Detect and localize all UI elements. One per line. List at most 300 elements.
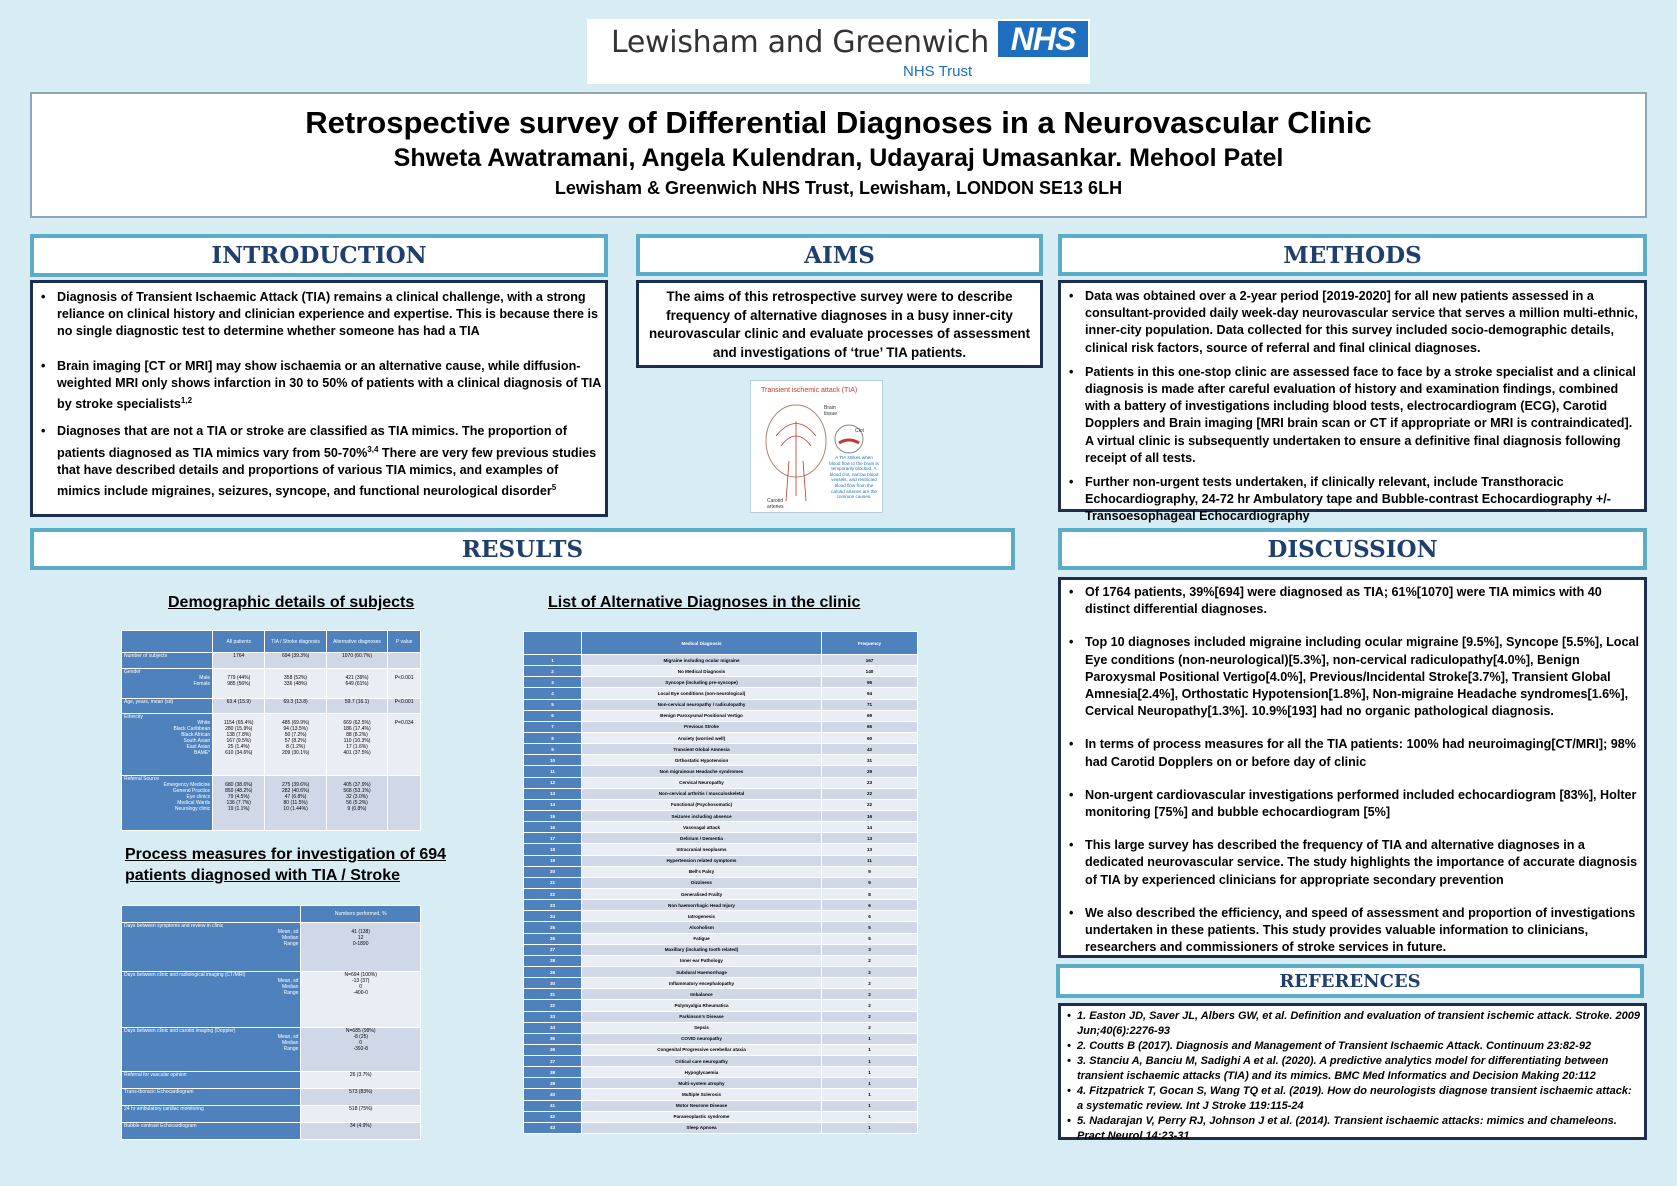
group-label: Gender: [124, 669, 141, 675]
sub-label: Female: [193, 681, 211, 687]
table-row: [524, 810, 918, 821]
table-row: [524, 966, 918, 977]
table-row: [524, 1122, 918, 1133]
table-row: [524, 1022, 918, 1033]
row-number: 5: [524, 699, 582, 710]
diagnosis-name: Congenital Progressive cerebellar ataxia: [582, 1044, 822, 1055]
frequency-value: 23: [822, 777, 918, 788]
cell: 358 (52%) 336 (48%): [265, 669, 326, 699]
diagnosis-name: Intracranial neoplasms: [582, 844, 822, 855]
row-label: Bubble contrast Echocardiogram: [122, 1123, 301, 1140]
cell: P<0.001: [388, 669, 421, 699]
row-number: 17: [524, 833, 582, 844]
frequency-value: 22: [822, 799, 918, 810]
row-number: 26: [524, 933, 582, 944]
diagnosis-name: Maxillary (including tooth related): [582, 944, 822, 955]
discussion-bullet: • In terms of process measures for all the TIA patients: 100% had neuroimaging[CT/MRI]; 98% had Carotid Dopplers on or before day of clinic: [1065, 736, 1640, 770]
diagnosis-name: Syncope (including pre-syncope): [582, 677, 822, 688]
figure-title: Transient ischemic attack (TIA): [761, 387, 858, 394]
table-row: [524, 755, 918, 766]
table-row: [122, 699, 421, 714]
row-number: 16: [524, 822, 582, 833]
table-row: [524, 844, 918, 855]
methods-list: [1065, 288, 1640, 526]
row-number: 32: [524, 1000, 582, 1011]
demographics-table: [121, 630, 421, 831]
frequency-value: 1: [822, 1033, 918, 1044]
diagnosis-name: Local Eye conditions (non-neurological): [582, 688, 822, 699]
results-heading: [30, 528, 1015, 570]
row-number: 9: [524, 744, 582, 755]
table-row: [524, 1000, 918, 1011]
frequency-value: 42: [822, 744, 918, 755]
diagnosis-name: Hypoglycaemia: [582, 1067, 822, 1078]
introduction-bullet: [37, 289, 601, 341]
column-header: [524, 632, 582, 655]
logo-trust-label: NHS Trust: [903, 63, 973, 80]
table-row: [524, 1111, 918, 1122]
poster-title: Retrospective survey of Differential Diagnoses in a Neurovascular Clinic: [305, 105, 1372, 140]
row-label: Number of subjects: [122, 653, 213, 669]
table-row: [122, 1089, 421, 1106]
frequency-value: 16: [822, 810, 918, 821]
diagnosis-name: Bell's Palsy: [582, 866, 822, 877]
row-number: 35: [524, 1033, 582, 1044]
bullet-text: Brain imaging [CT or MRI] may show ischaemia or an alternative cause, while diffusion-weighted MRI only shows infarction in 30 to 50% of patients with a clinical diagnosis of TIA by stroke specialists: [57, 358, 601, 412]
cell: 26 (3.7%): [301, 1072, 421, 1089]
row-number: 20: [524, 866, 582, 877]
frequency-value: 13: [822, 844, 918, 855]
frequency-value: 6: [822, 900, 918, 911]
demographics-title: Demographic details of subjects: [168, 594, 415, 611]
diagnosis-name: Non-cervical arthritis / musculoskeletal: [582, 788, 822, 799]
table-row: [122, 923, 421, 972]
poster-authors: Shweta Awatramani, Angela Kulendran, Udayaraj Umasankar. Mehool Patel: [393, 144, 1284, 172]
row-label: Referral Source Emergency Medicine General Practice Eye clinics Medical Wards Neurology clinic: [122, 776, 213, 831]
table-row: [524, 1011, 918, 1022]
citation-superscript: 1,2: [180, 396, 193, 406]
row-number: 14: [524, 799, 582, 810]
row-number: 18: [524, 844, 582, 855]
diagnosis-name: Sepsis: [582, 1022, 822, 1033]
diagnosis-name: Subdural Haemorrhage: [582, 966, 822, 977]
column-header: Medical Diagnosis: [582, 632, 822, 655]
table-row: [524, 933, 918, 944]
row-number: 13: [524, 788, 582, 799]
table-row: [524, 710, 918, 721]
discussion-bullet: • We also described the efficiency, and speed of assessment and proportion of investigations undertaken in these patients. This study provides valuable information to clinicians, researchers and commissioners of stroke services in future.: [1065, 905, 1640, 957]
brain-tissue-label: Brain tissue: [824, 405, 838, 417]
row-number: 43: [524, 1122, 582, 1133]
process-title-line: patients diagnosed with TIA / Stroke: [125, 867, 400, 884]
row-number: 28: [524, 955, 582, 966]
table-row: [524, 1067, 918, 1078]
introduction-bullet: [37, 358, 601, 414]
cell: [388, 776, 421, 831]
table-row: [524, 766, 918, 777]
frequency-value: 22: [822, 788, 918, 799]
row-label: Age, years, mean (sd): [122, 699, 213, 714]
table-row: [524, 955, 918, 966]
frequency-value: 2: [822, 989, 918, 1000]
diagnosis-name: Migraine including ocular migraine: [582, 655, 822, 666]
row-number: 37: [524, 1056, 582, 1067]
reference-item: • 2. Coutts B (2017). Diagnosis and Management of Transient Ischaemic Attack. Continuum 23:82-92: [1063, 1039, 1640, 1054]
frequency-value: 94: [822, 688, 918, 699]
discussion-bullet: • Top 10 diagnoses included migraine including ocular migraine [9.5%], Syncope [5.5%], Local Eye conditions (non-neurological)[5.3%], non-cervical radiculopathy[4.0%], Benign Paroxysmal Positional Vertigo[4.0%], Previous/Incidental Stroke[3.7%], Transient Global Amnesia[2.4%], Orthostatic Hypotension[1.8%], Non-migraine Headache syndromes[1.6%], Cervical Neuropathy[1.3%]. 10.9%[193] had no organic pathological diagnosis.: [1065, 634, 1640, 720]
frequency-value: 31: [822, 755, 918, 766]
process-table: [121, 905, 421, 1140]
table-row: [524, 1100, 918, 1111]
discussion-heading-text: DISCUSSION: [1267, 536, 1438, 563]
frequency-value: 140: [822, 666, 918, 677]
table-row: [524, 978, 918, 989]
trust-logo: [587, 19, 1090, 84]
row-number: 25: [524, 922, 582, 933]
table-row: [524, 822, 918, 833]
row-number: 41: [524, 1100, 582, 1111]
diagnosis-name: Multiple Sclerosis: [582, 1089, 822, 1100]
discussion-bullet: • Non-urgent cardiovascular investigations performed included echocardiogram [83%], Holter monitoring [75%] and bubble echocardiogram [5%]: [1065, 787, 1640, 821]
table-row: [524, 877, 918, 888]
table-row: [122, 669, 421, 699]
bullet-text: There are very few previous studies that have described details and proportions of various TIA mimics, and examples of mimics include migraines, seizures, syncope, and functional neurological disorder: [57, 445, 597, 499]
diagnosis-name: Motor Neurone Disease: [582, 1100, 822, 1111]
row-label: Days between symptoms and review in clinic Mean, sd Median Range: [122, 923, 301, 972]
diagnosis-name: Orthostatic Hypotension: [582, 755, 822, 766]
table-row: [524, 888, 918, 899]
row-label: Referral for vascular opinion: [122, 1072, 301, 1089]
clot-label: Clot: [855, 428, 864, 434]
cell: 405 (37.9%) 568 (53.1%) 32 (3.0%) 56 (5.2%) 9 (0.8%): [326, 776, 387, 831]
row-number: 40: [524, 1089, 582, 1100]
frequency-value: 1: [822, 1100, 918, 1111]
diagnosis-name: Generalised Frailty: [582, 888, 822, 899]
diagnosis-name: Imbalance: [582, 989, 822, 1000]
table-row: [524, 833, 918, 844]
frequency-value: 60: [822, 732, 918, 743]
row-number: 23: [524, 900, 582, 911]
table-row: [122, 653, 421, 669]
introduction-bullet: [37, 423, 601, 500]
row-number: 4: [524, 688, 582, 699]
table-row: [524, 788, 918, 799]
diagnosis-name: Non migrainous Headache syndromes: [582, 766, 822, 777]
frequency-value: 95: [822, 677, 918, 688]
table-row: [122, 714, 421, 776]
cell: P<0.001: [388, 699, 421, 714]
table-row: [524, 688, 918, 699]
reference-item: • 1. Easton JD, Saver JL, Albers GW, et al. Definition and evaluation of transient ischemic attack. Stroke. 2009 Jun;40(6):2276-93: [1063, 1009, 1640, 1039]
frequency-value: 1: [822, 1056, 918, 1067]
frequency-value: 2: [822, 955, 918, 966]
aims-heading: [636, 234, 1043, 276]
poster-affiliation: Lewisham & Greenwich NHS Trust, Lewisham, LONDON SE13 6LH: [554, 178, 1123, 198]
frequency-value: 29: [822, 766, 918, 777]
row-number: 8: [524, 732, 582, 743]
table-row: [122, 1072, 421, 1089]
references-heading: [1056, 964, 1644, 998]
row-number: 39: [524, 1078, 582, 1089]
frequency-value: 65: [822, 721, 918, 732]
reference-item: • 4. Fitzpatrick T, Gocan S, Wang TQ et al. (2019). How do neurologists diagnose transient ischaemic attack: a systematic review. Int J Stroke 119:115-24: [1063, 1084, 1640, 1114]
discussion-heading: [1058, 528, 1647, 570]
frequency-value: 11: [822, 855, 918, 866]
frequency-value: 9: [822, 877, 918, 888]
column-header: [122, 906, 301, 923]
discussion-list: [1065, 584, 1640, 956]
table-row: [524, 1078, 918, 1089]
table-row: [524, 944, 918, 955]
frequency-value: 1: [822, 1111, 918, 1122]
row-number: 21: [524, 877, 582, 888]
figure-caption: A TIA strikes when blood flow to the brain is temporarily blocked. A blood clot, narrow blood vessels, and restricted blood flow from the carotid arteries are the common causes.: [829, 455, 879, 500]
citation-superscript: 3,4: [367, 444, 379, 454]
diagnosis-name: Non-cervical neuropathy / radiculopathy: [582, 699, 822, 710]
cell: N=694 (100%) -13 (37) 0 -400-0: [301, 972, 421, 1028]
row-number: 11: [524, 766, 582, 777]
frequency-value: 9: [822, 866, 918, 877]
frequency-value: 1: [822, 1067, 918, 1078]
cell: 518 (75%): [301, 1106, 421, 1123]
diagnosis-name: Paraneoplastic syndrome: [582, 1111, 822, 1122]
table-header-row: [122, 631, 421, 653]
table-row: [524, 922, 918, 933]
row-label: Ethnicity White Black Caribbean Black African South Asian East Asian BAME*: [122, 714, 213, 776]
table-row: [524, 777, 918, 788]
methods-bullet: • Further non-urgent tests undertaken, if clinically relevant, include Transthoracic Echocardiography, 24-72 hr Ambulatory tape and Bubble-contrast Echocardiography +/- Transoesophageal Echocardiography: [1065, 474, 1640, 526]
reference-item: • 5. Nadarajan V, Perry RJ, Johnson J et al. (2014). Transient ischaemic attacks: mimics and chameleons. Pract Neurol 14:23-31: [1063, 1114, 1640, 1144]
table-row: [524, 732, 918, 743]
frequency-value: 1: [822, 1122, 918, 1133]
row-number: 2: [524, 666, 582, 677]
alternatives-title: List of Alternative Diagnoses in the clinic: [548, 594, 861, 611]
cell: 41 (138) 12 0-1890: [301, 923, 421, 972]
table-row: [122, 972, 421, 1028]
table-row: [524, 900, 918, 911]
methods-heading-text: METHODS: [1283, 242, 1422, 269]
diagnosis-name: Iatrogenesis: [582, 911, 822, 922]
introduction-heading-text: INTRODUCTION: [211, 242, 427, 269]
methods-box: [1058, 280, 1647, 524]
references-list: [1063, 1009, 1640, 1144]
cell: 63.4 (15.9): [213, 699, 265, 714]
table-row: [122, 1106, 421, 1123]
table-row: [524, 799, 918, 810]
diagnosis-name: Sleep Apnoea: [582, 1122, 822, 1133]
table-row: [524, 989, 918, 1000]
diagnosis-name: Vasovagal attack: [582, 822, 822, 833]
row-number: 22: [524, 888, 582, 899]
frequency-value: 2: [822, 1011, 918, 1022]
column-header: TIA / Stroke diagnosis: [265, 631, 326, 653]
cell: 34 (4.9%): [301, 1123, 421, 1140]
frequency-value: 2: [822, 966, 918, 977]
diagnosis-name: Cervical Neuropathy: [582, 777, 822, 788]
carotid-label: Carotid arteries: [767, 498, 784, 510]
cell: 69.3 (13.8): [265, 699, 326, 714]
frequency-value: 167: [822, 655, 918, 666]
frequency-value: 3: [822, 944, 918, 955]
diagnosis-name: Non haemorrhagic Head Injury: [582, 900, 822, 911]
table-row: [524, 866, 918, 877]
column-header: Frequency: [822, 632, 918, 655]
column-header: [122, 631, 213, 653]
nhs-badge: NHS: [998, 21, 1088, 57]
diagnosis-name: Polymyalgia Rheumatica: [582, 1000, 822, 1011]
citation-superscript: 5: [551, 483, 557, 493]
table-row: [524, 677, 918, 688]
table-row: [524, 655, 918, 666]
table-row: [524, 1033, 918, 1044]
frequency-value: 2: [822, 1022, 918, 1033]
table-row: [524, 666, 918, 677]
discussion-box: [1058, 577, 1647, 958]
column-header: All patients: [213, 631, 265, 653]
diagnosis-name: Anxiety (worried well): [582, 732, 822, 743]
row-number: 36: [524, 1044, 582, 1055]
bullet-text: Diagnoses that are not a TIA or stroke are classified as TIA mimics. The proportion of patients diagnosed as TIA mimics vary from 50-70%: [57, 424, 567, 460]
frequency-value: 6: [822, 911, 918, 922]
row-label: [122, 669, 213, 699]
table-row: [122, 1123, 421, 1140]
row-number: 42: [524, 1111, 582, 1122]
cell: 485 (69.9%) 94 (13.5%) 50 (7.2%) 57 (8.2%) 8 (1.2%) 209 (30.1%): [265, 714, 326, 776]
column-header: Numbers performed, %: [301, 906, 421, 923]
row-number: 31: [524, 989, 582, 1000]
cell: 779 (44%) 985 (56%): [213, 669, 265, 699]
alternative-diagnoses-table: [523, 631, 918, 1134]
frequency-value: 1: [822, 1044, 918, 1055]
bullet-text: Diagnosis of Transient Ischaemic Attack (TIA) remains a clinical challenge, with a strong reliance on clinical history and clinician experience and expertise. This is because there is no single diagnostic test to determine whether someone has had a TIA: [57, 290, 599, 339]
row-label: Trans-thoracic Echocardiogram: [122, 1089, 301, 1106]
cell: [388, 653, 421, 669]
frequency-value: 14: [822, 822, 918, 833]
row-number: 10: [524, 755, 582, 766]
diagnosis-name: Multi-system atrophy: [582, 1078, 822, 1089]
table-row: [524, 911, 918, 922]
row-number: 12: [524, 777, 582, 788]
row-number: 24: [524, 911, 582, 922]
table-header-row: [524, 632, 918, 655]
cell: 680 (38.6%) 850 (48.2%) 79 (4.5%) 136 (7.7%) 19 (1.1%): [213, 776, 265, 831]
methods-bullet: • Data was obtained over a 2-year period [2019-2020] for all new patients assessed in a consultant-provided daily week-day neurovascular service that serves a million multi-ethnic, inner-city population. Data collected for this survey included socio-demographic details, clinical risk factors, source of referral and final clinical diagnoses.: [1065, 288, 1640, 357]
row-label: 24 hr ambulatory cardiac monitoring: [122, 1106, 301, 1123]
row-label: Days between clinic and carotid imaging (Doppler) Mean, sd Median Range: [122, 1028, 301, 1072]
results-heading-text: RESULTS: [461, 536, 584, 563]
frequency-value: 69: [822, 710, 918, 721]
frequency-value: 1: [822, 1078, 918, 1089]
table-row: [524, 1056, 918, 1067]
frequency-value: 13: [822, 833, 918, 844]
table-row: [524, 855, 918, 866]
logo-org-name: Lewisham and Greenwich: [611, 25, 989, 60]
column-header: Alternative diagnoses: [326, 631, 387, 653]
diagnosis-name: Benign Paroxysmal Positional Vertigo: [582, 710, 822, 721]
row-number: 27: [524, 944, 582, 955]
row-number: 34: [524, 1022, 582, 1033]
diagnosis-name: Seizures including absence: [582, 810, 822, 821]
aims-heading-text: AIMS: [804, 242, 875, 269]
methods-bullet: • Patients in this one-stop clinic are assessed face to face by a stroke specialist and a clinical diagnosis is made after careful evaluation of history and examination findings, combined with a battery of investigations including blood tests, electrocardiogram (ECG), Carotid Dopplers and Brain imaging [MRI brain scan or CT if appropriate or MRI is contraindicated]. A virtual clinic is subsequently undertaken to ensure a definitive final diagnosis following receipt of all tests.: [1065, 364, 1640, 467]
diagnosis-name: Previous Stroke: [582, 721, 822, 732]
table-row: [122, 1028, 421, 1072]
column-header: P value: [388, 631, 421, 653]
introduction-box: [30, 280, 608, 517]
tia-illustration: [750, 380, 883, 513]
row-number: 30: [524, 978, 582, 989]
introduction-heading: [30, 234, 608, 277]
cell: 1764: [213, 653, 265, 669]
frequency-value: 5: [822, 922, 918, 933]
diagnosis-name: Transient Global Amnesia: [582, 744, 822, 755]
diagnosis-name: Dizziness: [582, 877, 822, 888]
row-label: Days between clinic and radiological imaging (CT/MRI) Mean, sd Median Range: [122, 972, 301, 1028]
cell: 1154 (65.4%) 280 (15.9%) 138 (7.8%) 167 (9.5%) 25 (1.4%) 610 (34.6%): [213, 714, 265, 776]
row-number: 19: [524, 855, 582, 866]
table-row: [524, 721, 918, 732]
cell: 421 (39%) 649 (61%): [326, 669, 387, 699]
aims-box: [636, 280, 1043, 368]
table-row: [524, 1089, 918, 1100]
table-row: [524, 1044, 918, 1055]
table-row: [122, 776, 421, 831]
row-number: 6: [524, 710, 582, 721]
reference-item: • 3. Stanciu A, Banciu M, Sadighi A et al. (2020). A predictive analytics model for differentiating between transient ischaemic attacks (TIA) and its mimics. BMC Med Informatics and Decision Making 20:112: [1063, 1054, 1640, 1084]
methods-heading: [1058, 234, 1647, 276]
table-row: [524, 699, 918, 710]
row-number: 38: [524, 1067, 582, 1078]
diagnosis-name: Functional (Psychosomatic): [582, 799, 822, 810]
diagnosis-name: COVID neuropathy: [582, 1033, 822, 1044]
row-number: 3: [524, 677, 582, 688]
table-header-row: [122, 906, 421, 923]
references-box: [1058, 1003, 1647, 1140]
diagnosis-name: Hypertension related symptoms: [582, 855, 822, 866]
diagnosis-name: Inner ear Pathology: [582, 955, 822, 966]
frequency-value: 8: [822, 888, 918, 899]
diagnosis-name: Inflammatory encephalopathy: [582, 978, 822, 989]
sub-label: Male: [199, 675, 211, 681]
frequency-value: 71: [822, 699, 918, 710]
frequency-value: 2: [822, 1000, 918, 1011]
diagnosis-name: Critical care neuropathy: [582, 1056, 822, 1067]
row-number: 7: [524, 721, 582, 732]
frequency-value: 2: [822, 978, 918, 989]
process-title-line: Process measures for investigation of 694: [125, 846, 447, 863]
cell: 59.7 (16.1): [326, 699, 387, 714]
diagnosis-name: Alcoholism: [582, 922, 822, 933]
cell: 1070 (60.7%): [326, 653, 387, 669]
diagnosis-name: Delirium / Dementia: [582, 833, 822, 844]
cell: 275 (39.6%) 282 (40.6%) 47 (6.8%) 80 (11.5%) 10 (1.44%): [265, 776, 326, 831]
discussion-bullet: • This large survey has described the frequency of TIA and alternative diagnoses in a dedicated neurovascular service. The study highlights the importance of accurate diagnosis of TIA by experienced clinicians for appropriate secondary prevention: [1065, 837, 1640, 889]
aims-text: The aims of this retrospective survey were to describe frequency of alternative diagnoses in a busy inner-city neurovascular clinic and evaluate processes of assessment and investigations of ‘true’ TIA patients.: [648, 289, 1031, 360]
diagnosis-name: Parkinson's Disease: [582, 1011, 822, 1022]
cell: 669 (62.5%) 186 (17.4%) 88 (8.2%) 110 (10.3%) 17 (1.6%) 401 (37.5%): [326, 714, 387, 776]
frequency-value: 1: [822, 1089, 918, 1100]
cell: 694 (39.3%): [265, 653, 326, 669]
process-title: [125, 844, 446, 886]
references-heading-text: REFERENCES: [1279, 971, 1421, 992]
cell: N=685 (99%) -8 (25) 0 -392-8: [301, 1028, 421, 1072]
row-number: 33: [524, 1011, 582, 1022]
cell: 573 (83%): [301, 1089, 421, 1106]
discussion-bullet: • Of 1764 patients, 39%[694] were diagnosed as TIA; 61%[1070] were TIA mimics with 40 distinct differential diagnoses.: [1065, 584, 1640, 618]
row-number: 1: [524, 655, 582, 666]
row-number: 15: [524, 810, 582, 821]
introduction-list: [37, 289, 601, 501]
